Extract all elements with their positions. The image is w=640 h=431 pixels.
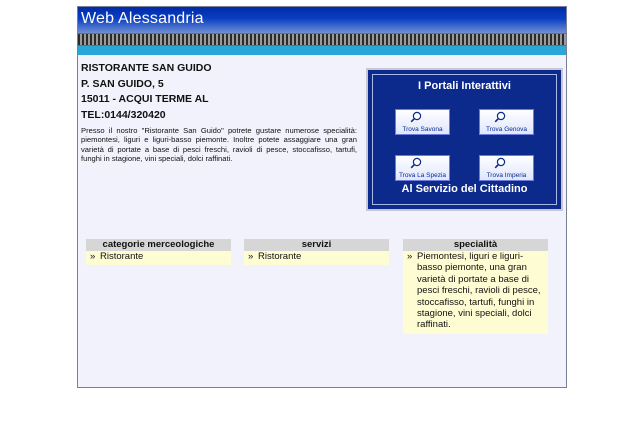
panel-servizi bbox=[244, 239, 389, 265]
restaurant-description: Presso il nostro "Ristorante San Guido" potrete gustare numerose specialità: piemontesi, liguri e liguri-basso piemonte. Inoltre potete assaggiare una gran varietà di portate a base di pesci freschi, ravioli di pesce, stoccafisso, tartufi, funghi in stagione, vini speciali, dolci raffinati. bbox=[81, 126, 357, 164]
list-item-label[interactable]: Ristorante bbox=[258, 251, 302, 262]
magnifier-icon bbox=[410, 111, 422, 123]
magnifier-icon bbox=[410, 157, 422, 169]
bullet-icon: » bbox=[407, 251, 413, 262]
accent-bar bbox=[78, 46, 566, 55]
panel-body bbox=[403, 251, 548, 334]
trova-genova-label: Trova Genova bbox=[486, 126, 527, 133]
list-item-label[interactable]: Ristorante bbox=[100, 251, 144, 262]
trova-la-spezia-label: Trova La Spezia bbox=[398, 172, 447, 179]
site-title[interactable]: Web Alessandria bbox=[81, 10, 204, 27]
list-item[interactable] bbox=[248, 251, 385, 262]
list-item[interactable] bbox=[90, 251, 227, 262]
bullet-icon: » bbox=[90, 251, 96, 262]
magnifier-icon bbox=[494, 111, 506, 123]
panel-categorie bbox=[86, 239, 231, 265]
page-frame bbox=[77, 6, 567, 388]
restaurant-phone: TEL:0144/320420 bbox=[81, 108, 166, 121]
panel-specialita bbox=[403, 239, 548, 334]
list-item bbox=[407, 251, 544, 331]
restaurant-city: 15011 - ACQUI TERME AL bbox=[81, 93, 209, 105]
trova-savona-button[interactable] bbox=[395, 109, 450, 135]
panel-title: specialità bbox=[403, 239, 548, 251]
banner-title: I Portali Interattivi bbox=[418, 80, 511, 92]
trova-imperia-label: Trova Imperia bbox=[486, 172, 527, 179]
trova-genova-button[interactable] bbox=[479, 109, 534, 135]
site-header bbox=[78, 7, 566, 33]
trova-la-spezia-button[interactable] bbox=[395, 155, 450, 181]
restaurant-name: RISTORANTE SAN GUIDO bbox=[81, 62, 212, 74]
trova-savona-label: Trova Savona bbox=[402, 126, 443, 133]
panel-body bbox=[244, 251, 389, 265]
magnifier-icon bbox=[494, 157, 506, 169]
panel-body bbox=[86, 251, 231, 265]
banner-footer: Al Servizio del Cittadino bbox=[401, 183, 528, 195]
bullet-icon: » bbox=[248, 251, 254, 262]
film-strip-divider bbox=[78, 33, 566, 46]
panel-title: categorie merceologiche bbox=[86, 239, 231, 251]
restaurant-info bbox=[81, 61, 361, 164]
list-item-label: Piemontesi, liguri e liguri-basso piemonte, una gran varietà di portate a base di pesci freschi, ravioli di pesce, stoccafisso, tartufi, funghi in stagione, vini speciali, dolci raffinati. bbox=[417, 251, 541, 331]
restaurant-address: P. SAN GUIDO, 5 bbox=[81, 77, 164, 90]
panel-title: servizi bbox=[244, 239, 389, 251]
portali-interattivi-banner[interactable] bbox=[366, 68, 563, 211]
trova-imperia-button[interactable] bbox=[479, 155, 534, 181]
